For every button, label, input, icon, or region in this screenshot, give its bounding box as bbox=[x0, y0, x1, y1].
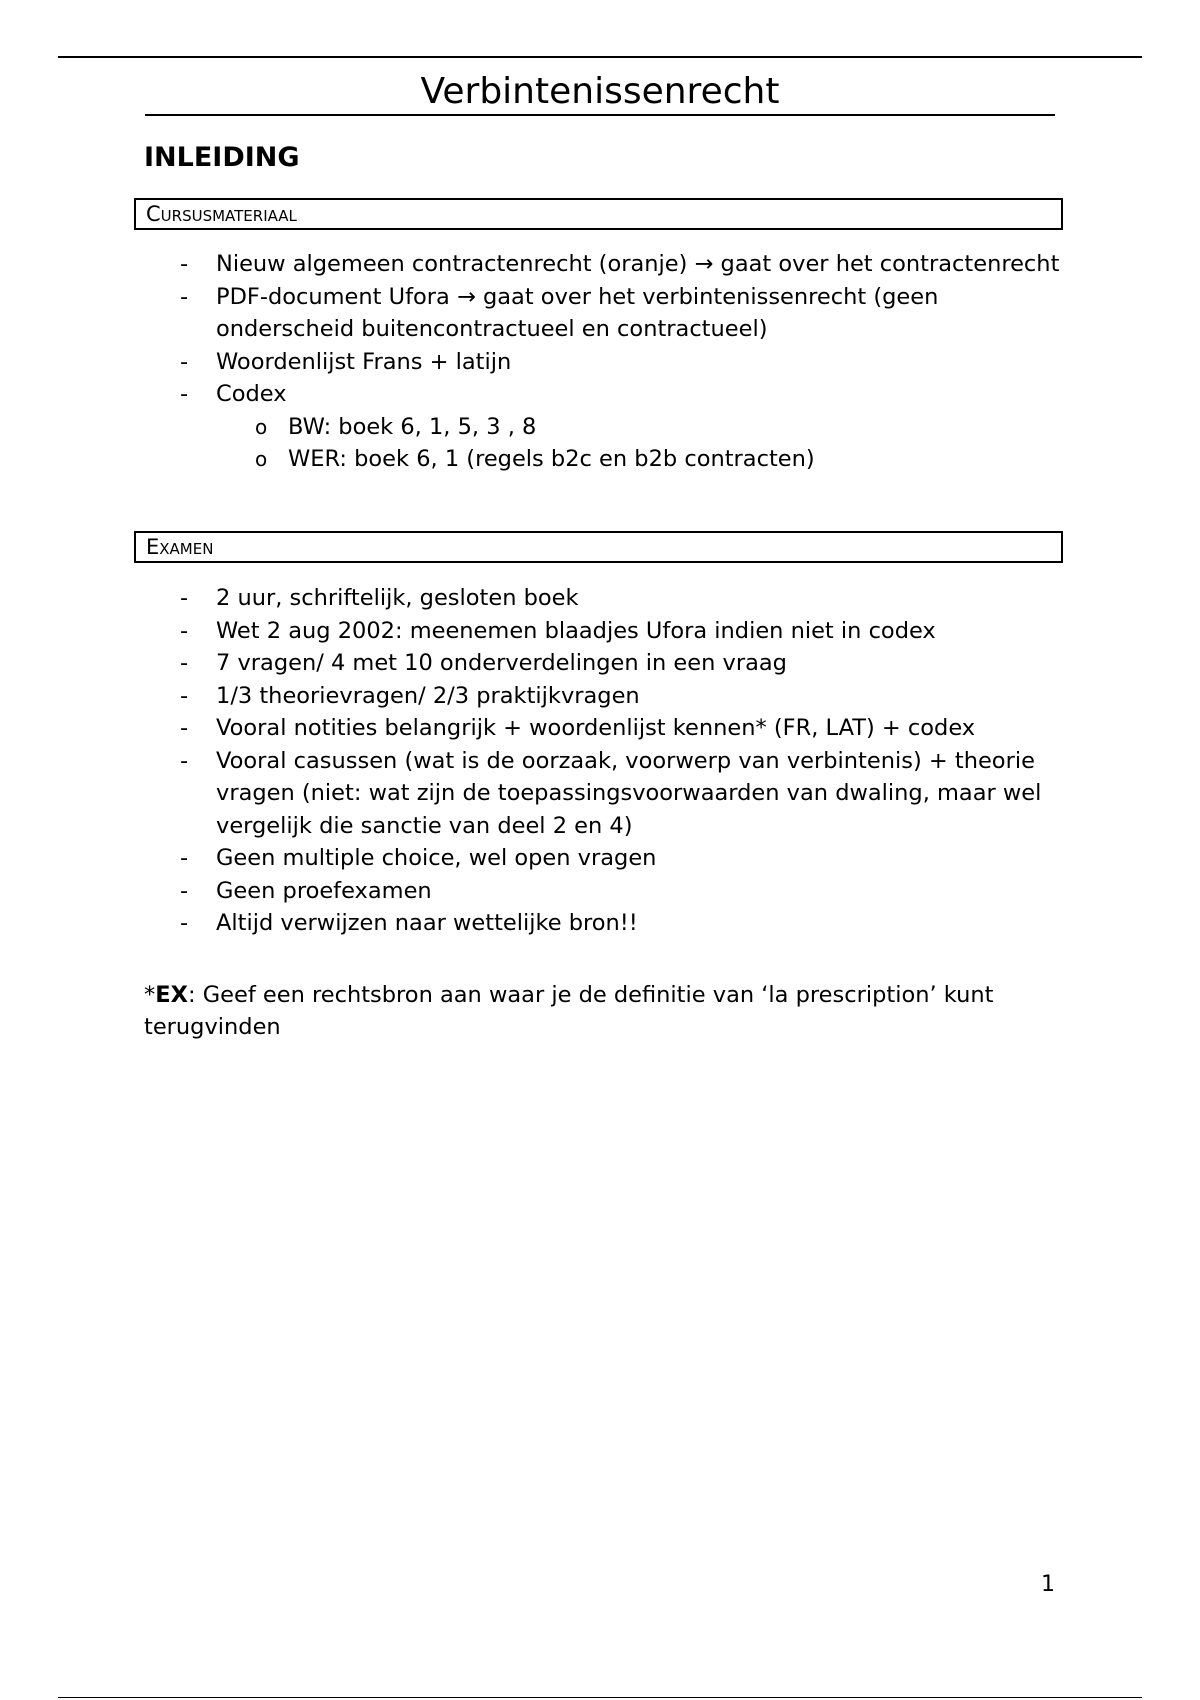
page-number: 1 bbox=[1041, 1572, 1055, 1597]
dash-bullet: - bbox=[180, 381, 189, 407]
sub-list-item bbox=[216, 443, 1074, 476]
page-bottom-rule bbox=[58, 1697, 1142, 1698]
list-item-text: Vooral casussen (wat is de oorzaak, voorwerp van verbintenis) + theorie vragen (niet: wat zijn de toepassingsvoorwaarden van dwaling, maar wel vergelijk die sanctie van deel 2 en 4) bbox=[216, 747, 1042, 839]
list-item bbox=[144, 615, 1074, 648]
list-item bbox=[144, 875, 1074, 908]
list-item bbox=[144, 842, 1074, 875]
list-item bbox=[144, 907, 1074, 940]
list-item bbox=[144, 745, 1074, 843]
circle-bullet: o bbox=[255, 447, 268, 471]
note-label: EX bbox=[155, 981, 188, 1008]
list-item-text: Altijd verwijzen naar wettelijke bron!! bbox=[216, 910, 638, 936]
page-title: Verbintenissenrecht bbox=[420, 71, 780, 112]
example-note bbox=[144, 979, 1074, 1044]
section-cursusmateriaal-title: Cursusmateriaal bbox=[134, 198, 1063, 230]
circle-bullet: o bbox=[255, 414, 268, 439]
list-item bbox=[144, 712, 1074, 745]
list-item-text: PDF-document Ufora → gaat over het verbintenissenrecht (geen onderscheid buitencontractueel en contractueel) bbox=[216, 283, 939, 342]
sub-list-item-text: WER: boek 6, 1 (regels b2c en b2b contracten) bbox=[288, 446, 815, 472]
dash-bullet: - bbox=[180, 617, 189, 644]
list-item bbox=[144, 582, 1074, 615]
list-item-text: Nieuw algemeen contractenrecht (oranje) → gaat over het contractenrecht bbox=[216, 251, 1060, 277]
dash-bullet: - bbox=[180, 682, 189, 709]
dash-bullet: - bbox=[180, 845, 189, 871]
dash-bullet: - bbox=[180, 251, 189, 277]
list-item bbox=[144, 346, 1074, 379]
list-item bbox=[144, 680, 1074, 713]
note-prefix: * bbox=[144, 981, 156, 1008]
sub-list-item bbox=[216, 411, 1074, 444]
list-item-text: Geen proefexamen bbox=[216, 877, 432, 904]
title-underline bbox=[145, 114, 1055, 116]
dash-bullet: - bbox=[180, 747, 189, 774]
list-item bbox=[144, 248, 1074, 281]
list-item-text: 1/3 theorievragen/ 2/3 praktijkvragen bbox=[216, 682, 640, 709]
list-item bbox=[144, 647, 1074, 680]
examen-list bbox=[144, 582, 1074, 940]
list-item-text: Geen multiple choice, wel open vragen bbox=[216, 845, 657, 871]
dash-bullet: - bbox=[180, 585, 189, 611]
dash-bullet: - bbox=[180, 715, 189, 741]
note-text: : Geef een rechtsbron aan waar je de definitie van ‘la prescription’ kunt terugvinden bbox=[144, 981, 994, 1040]
dash-bullet: - bbox=[180, 910, 189, 936]
sub-list-item-text: BW: boek 6, 1, 5, 3 , 8 bbox=[288, 413, 537, 440]
list-item bbox=[144, 378, 1074, 476]
dash-bullet: - bbox=[180, 283, 189, 310]
list-item-text: Vooral notities belangrijk + woordenlijst kennen* (FR, LAT) + codex bbox=[216, 715, 976, 741]
list-item-text: 7 vragen/ 4 met 10 onderverdelingen in een vraag bbox=[216, 650, 787, 676]
list-item-text: Wet 2 aug 2002: meenemen blaadjes Ufora indien niet in codex bbox=[216, 617, 936, 644]
section-examen-title: Examen bbox=[134, 531, 1063, 563]
codex-sublist bbox=[216, 411, 1074, 476]
page-top-rule bbox=[58, 56, 1142, 58]
heading-inleiding: INLEIDING bbox=[144, 142, 300, 173]
dash-bullet: - bbox=[180, 877, 189, 904]
cursusmateriaal-list bbox=[144, 248, 1074, 476]
dash-bullet: - bbox=[180, 348, 189, 375]
list-item-text: Woordenlijst Frans + latijn bbox=[216, 348, 512, 375]
list-item-text: Codex bbox=[216, 381, 287, 407]
list-item bbox=[144, 281, 1074, 346]
dash-bullet: - bbox=[180, 650, 189, 676]
list-item-text: 2 uur, schriftelijk, gesloten boek bbox=[216, 585, 579, 611]
